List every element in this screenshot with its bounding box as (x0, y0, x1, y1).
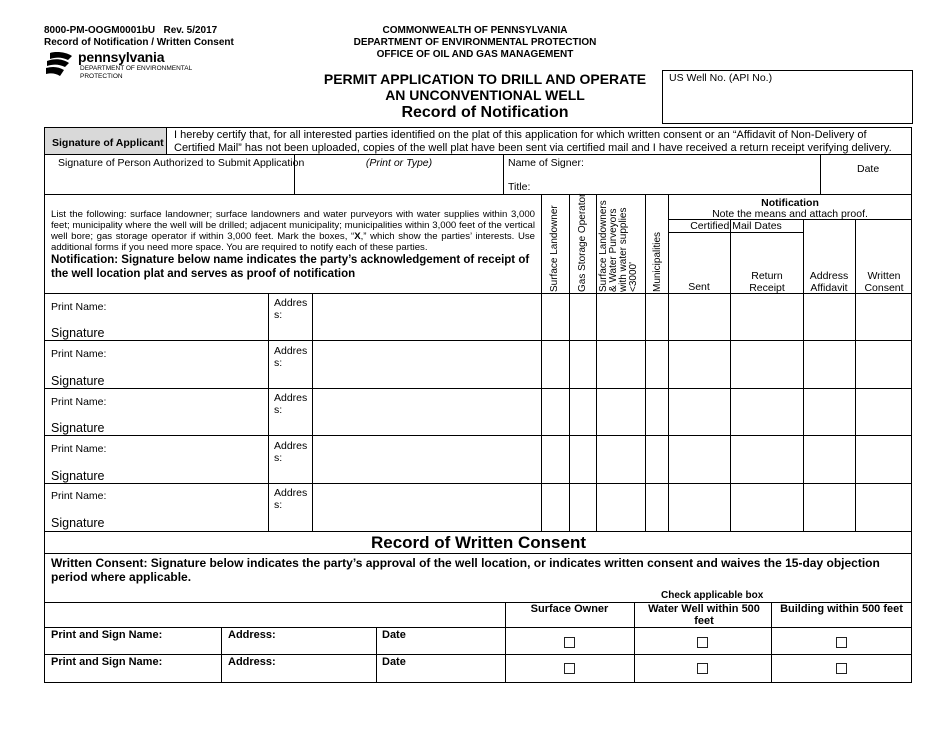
print-name-label: Print Name: (51, 443, 107, 455)
col-water-line3: with water supplies (618, 207, 629, 292)
authorized-signature-field[interactable] (45, 170, 294, 194)
name-of-signer-label: Name of Signer: (508, 157, 584, 169)
keystone-logo-icon (44, 50, 74, 80)
print-or-type-label: (Print or Type) (365, 157, 433, 169)
print-sign-name-label: Print and Sign Name: (51, 656, 163, 668)
notification-instructions (51, 209, 535, 253)
notification-signature-note: Notification: Signature below name indicates the party’s acknowledgement of receipt of the well location plat and serves as proof of notification (51, 254, 530, 280)
form-id (44, 25, 217, 36)
logo-sub2: PROTECTION (80, 73, 123, 80)
agency-block (330, 25, 620, 61)
address-label: Addres s: (274, 440, 308, 464)
surface-owner-checkbox[interactable] (564, 663, 575, 674)
col-return-receipt: Return Receipt (749, 270, 785, 294)
consent-address-label: Address: (228, 656, 276, 668)
signature-label: Signature (51, 374, 105, 388)
consent-address-label: Address: (228, 629, 276, 641)
col-water-line1: Surface Landowners (598, 200, 609, 292)
water-well-checkbox[interactable] (697, 637, 708, 648)
agency-line2: DEPARTMENT OF ENVIRONMENTAL PROTECTION (353, 37, 597, 48)
col-water-line4: <3000' (628, 262, 639, 292)
title-line2: AN UNCONVENTIONAL WELL (385, 87, 585, 103)
col-building: Building within 500 feet (780, 603, 903, 615)
us-well-no-label: US Well No. (API No.) (669, 72, 773, 84)
notification-header: Notification (761, 197, 819, 209)
agency-line1: COMMONWEALTH OF PENNSYLVANIA (382, 25, 568, 36)
instructions-part-a: List the following: surface landowner; surface landowners and water purveyors with water supplies within 3,000 feet; municipality where the well will be drilled; adjacent municipality; municipalities within 3,000 feet of the vertical well bore; gas storage operator if within 3,000 feet. Mark the boxes, “ (51, 209, 535, 242)
surface-owner-checkbox[interactable] (564, 637, 575, 648)
us-well-no-box[interactable] (662, 70, 913, 124)
page-title (290, 71, 680, 123)
title-line3: Record of Notification (401, 104, 569, 121)
certified-mail-dates: Certified Mail Dates (690, 220, 782, 232)
signature-label: Signature (51, 516, 105, 530)
signature-label: Signature (51, 421, 105, 435)
date-label: Date (857, 163, 880, 175)
written-consent-statement: Written Consent: Signature below indicates the party’s approval of the well location, or indicates written consent and waives the 15-day objection period where applicable. (51, 556, 880, 584)
instructions-part-b: ,” which show the parties’ interests. Use additional forms if you need more space. You are required to notify each of these parties. (51, 231, 536, 253)
instructions-x-mark: X (354, 231, 361, 242)
signature-of-applicant-label: Signature of Applicant (52, 137, 164, 149)
water-well-checkbox[interactable] (697, 663, 708, 674)
title-line1: PERMIT APPLICATION TO DRILL AND OPERATE (323, 71, 647, 87)
name-of-signer-field[interactable] (590, 155, 820, 173)
signature-label: Signature (51, 326, 105, 340)
print-name-label: Print Name: (51, 348, 107, 360)
print-name-label: Print Name: (51, 301, 107, 313)
col-water-line2: & Water Purveyors (608, 208, 619, 292)
agency-line3: OFFICE OF OIL AND GAS MANAGEMENT (376, 49, 574, 60)
certification-text: I hereby certify that, for all interested parties identified on the plat of this application for which written consent or an “Affidavit of Non-Delivery of Certified Mail” has not been uploaded, copies of the well plat have been sent via certified mail and I have received a return receipt verifying delivery. (174, 129, 892, 154)
col-municipalities-text: Municipalities (652, 231, 663, 292)
col-written-consent: Written Consent (864, 270, 904, 294)
title-field[interactable] (540, 177, 820, 193)
address-label: Addres s: (274, 392, 308, 416)
building-checkbox[interactable] (836, 637, 847, 648)
consent-date-label: Date (382, 629, 406, 641)
signature-label: Signature (51, 469, 105, 483)
revision-text: Rev. 5/2017 (163, 25, 218, 36)
consent-date-label: Date (382, 656, 406, 668)
logo-sub1: DEPARTMENT OF ENVIRONMENTAL (80, 65, 193, 72)
building-checkbox[interactable] (836, 663, 847, 674)
pa-logo (44, 50, 204, 82)
logo-word: pennsylvania (78, 49, 165, 65)
address-label: Addres s: (274, 297, 308, 321)
notification-note: Note the means and attach proof. (712, 208, 868, 220)
address-label: Addres s: (274, 345, 308, 369)
title-label: Title: (508, 181, 531, 193)
print-name-label: Print Name: (51, 490, 107, 502)
print-or-type-field[interactable] (295, 170, 503, 194)
address-label: Addres s: (274, 487, 308, 511)
col-sent: Sent (688, 281, 710, 293)
form-subtitle: Record of Notification / Written Consent (44, 37, 234, 48)
col-surface-owner: Surface Owner (530, 603, 609, 615)
check-applicable-label: Check applicable box (661, 590, 764, 601)
col-surface-landowner-text: Surface Landowner (549, 205, 560, 292)
authorized-signature-label: Signature of Person Authorized to Submit Application (58, 157, 305, 169)
written-consent-heading: Record of Written Consent (370, 533, 587, 552)
print-sign-name-label: Print and Sign Name: (51, 629, 163, 641)
col-gas-storage-text: Gas Storage Operator (577, 193, 588, 292)
print-name-label: Print Name: (51, 396, 107, 408)
col-water-well: Water Well within 500 feet (648, 603, 760, 627)
col-address-affidavit: Address Affidavit (809, 270, 849, 294)
form-id-text: 8000-PM-OOGM0001bU (44, 25, 156, 36)
